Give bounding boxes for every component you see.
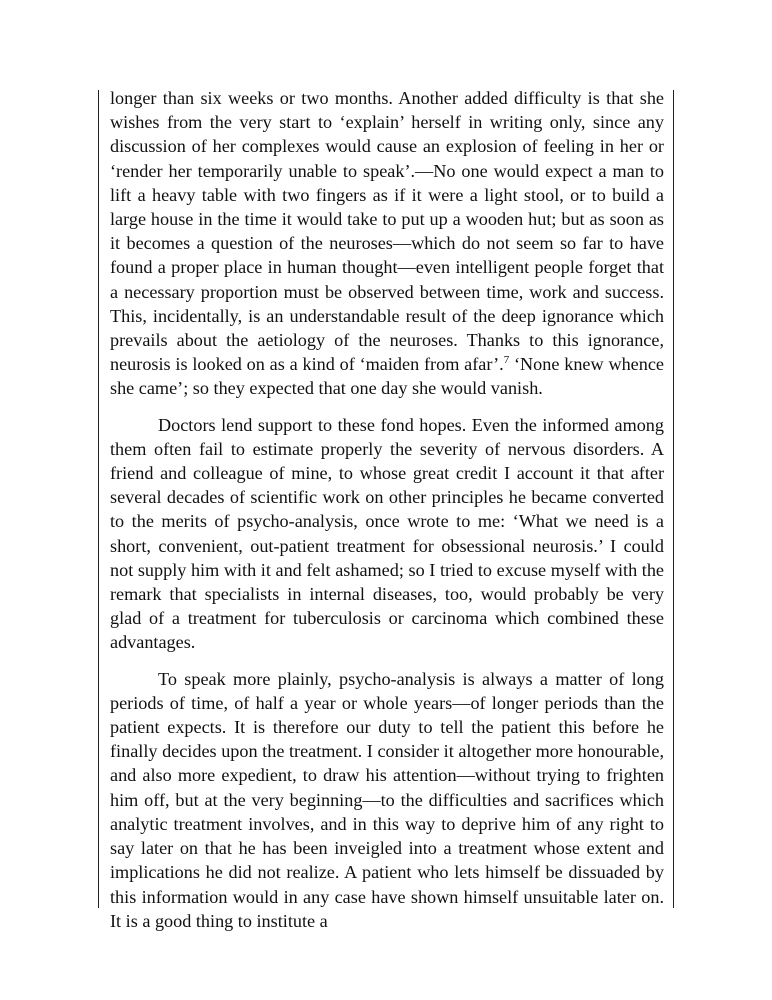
paragraph-2: Doctors lend support to these fond hopes. Even the informed among them often fail to estimate properly the severity of nervous disorders. A friend and colleague of mine, to whose great credit I account it that after several decades of scientific work on other principles he became converted to the merits of psycho-analysis, once wrote to me: ‘What we need is a short, convenient, out-patient treatment for obsessional neurosis.’ I could not supply him with it and felt ashamed; so I tried to excuse myself with the remark that specialists in internal diseases, too, would probably be very glad of a treatment for tuberculosis or carcinoma which combined these advantages. <box>110 414 664 653</box>
paragraph-3: To speak more plainly, psycho-analysis is always a matter of long periods of time, of half a year or whole years—of longer periods than the patient expects. It is therefore our duty to tell the patient this before he finally decides upon the treatment. I consider it altogether more honourable, and also more expedient, to draw his attention—without trying to frighten him off, but at the very beginning—to the difficulties and sacrifices which analytic treatment involves, and in this way to deprive him of any right to say later on that he has been inveigled into a treatment whose extent and implications he did not realize. A patient who lets himself be dissuaded by this information would in any case have shown himself unsuitable later on. It is a good thing to institute a <box>110 668 664 931</box>
paragraph-1-text: longer than six weeks or two months. Another added difficulty is that she wishes from the very start to ‘explain’ herself in writing only, since any discussion of her complexes would cause an explosion of feeling in her or ‘render her temporarily unable to speak’.—No one would expect a man to lift a heavy table with two fingers as if it were a light stool, or to build a large house in the time it would take to put up a wooden hut; but as soon as it becomes a question of the neuroses—which do not seem so far to have found a proper place in human thought—even intelligent people forget that a necessary proportion must be observed between time, work and success. This, incidentally, is an understandable result of the deep ignorance which prevails about the aetiology of the neuroses. Thanks to this ignorance, neurosis is looked on as a kind of ‘maiden from afar’. <box>110 88 664 375</box>
paragraph-1 <box>110 86 664 401</box>
paragraph-1-text-continued: ‘None knew whence she came’; so they expected that one day she would vanish. <box>110 354 664 399</box>
left-margin-rule <box>98 90 99 908</box>
right-margin-rule <box>673 90 674 908</box>
body-text <box>110 86 664 933</box>
footnote-reference: 7 <box>503 354 510 367</box>
